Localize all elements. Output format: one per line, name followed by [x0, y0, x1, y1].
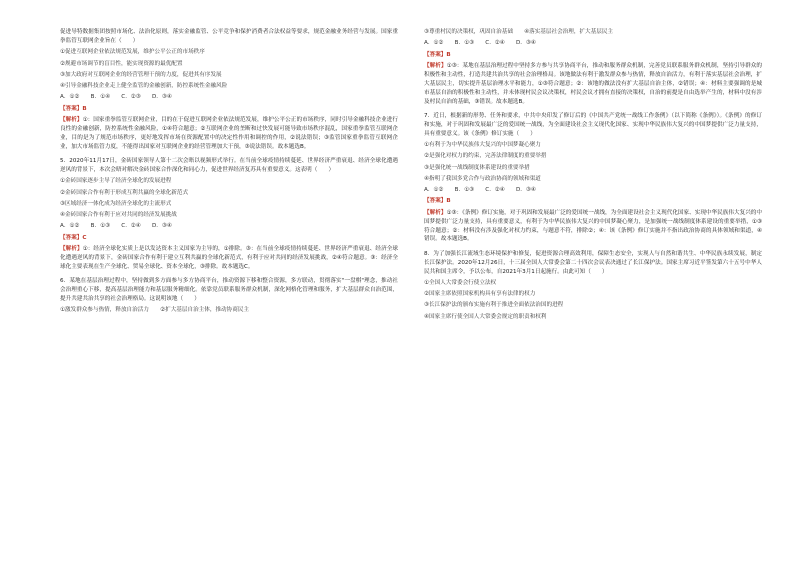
question-6-answer: 【答案】B — [424, 51, 451, 58]
explanation-text: ①③：某地在基层治理过程中坚持多方参与共享协商平台，推动和服务群众机制，完善党员联系服务群众机制，坚持引导群众的积极性和主动性，打造共建共治共享的社会治理格局。该地做法有利于激发群众参与热情，释放自治活力，有利于落实基层社会治理，扩大基层民主，切实提升基层治理水平和能力，①③符合题意；②：该地的做法没有扩大基层自治主体，②错误；④：材料主要强调的是城市基层自治的积极性和主动性，并未体现村民会议决策权，村民会议才拥有直接的决策权，自治的前提是自由选举产生的，材料中没有涉及村民自治的基础，③错误。故本题选B。 — [424, 62, 762, 105]
question-7-option-4: ④指明了我国多党合作与政治协商的领域和渠道 — [424, 175, 541, 182]
question-8-option-3: ③长江保护法的颁布实施有利于推进全面依法治国的进程 — [424, 302, 564, 309]
question-4-option-2: ②规避市场调节的盲目性，能实现资源的最优配置 — [60, 60, 183, 67]
question-4-option-4: ④引导金融科技企业走上健全监管的金融创新，防控系统性金融风险 — [60, 83, 228, 90]
question-4-stem: 促进导特数据集团按照市场化、法治化原则，落实金融监管、公平竞争和保护消费者合法权益等要求，规范金融业务经营与发展。国家重拳监管互联网企业旨在（ ） — [60, 29, 398, 44]
question-4-explanation — [60, 116, 398, 152]
question-4-option-1: ①促进互联网企业依法规范发展，维护公平公正的市场秩序 — [60, 49, 205, 56]
question-5-option-1: ①金砖国家逐步主导了经济全球化的发展进程 — [60, 178, 172, 185]
question-5-option-4: ④金砖国家合作有利于应对共同的经济发展挑战 — [60, 212, 177, 219]
question-8-option-2: ②国家主席依照国家机构具有享有法律的权力 — [424, 291, 536, 298]
explanation-tag: 【解析】 — [60, 116, 83, 123]
question-5-answer: 【答案】C — [60, 234, 87, 241]
question-6-options-line-2: ③尊重村民的决策权，巩固自治基础 ④落实基层社会治理，扩大基层民主 — [424, 29, 614, 35]
question-7-choices: A．①② B．①③ C．②④ D．③④ — [424, 187, 536, 194]
question-7-explanation — [424, 209, 762, 245]
explanation-tag: 【解析】 — [424, 62, 447, 69]
question-5-choices: A．①② B．①③ C．②④ D．③④ — [60, 223, 172, 230]
question-8-stem: 8．为了加强长江流域生态环境保护和修复，促进资源合理高效利用，保障生态安全，实现人与自然和谐共生、中华民族永续发展，制定长江保护法。2020年12月26日，十三届全国人大常委会第二十四次会议表决通过了长江保护法。国家主席习近平签发第六十五号中华人民共和国主席令，予以公布，自2021年3月1日起施行。由此可知（ ） — [424, 250, 762, 275]
question-7-stem: 7．近日，根据新的形势、任务和要求，中共中央印发了修订后的《中国共产党统一战线工作条例》（以下简称《条例》）。《条例》的修订和实施，对于巩固和发展最广泛的爱国统一战线，为全面建设社会主义现代化国家、实现中华民族伟大复兴的中国梦提供广泛力量支持，具有重要意义。该《条例》修订实施（ ） — [424, 112, 762, 137]
question-6-explanation — [424, 62, 762, 107]
right-column — [424, 28, 762, 324]
question-5-option-3: ③区域经济一体化成为经济全球化的主流形式 — [60, 200, 172, 207]
explanation-text: ①：经济全球化实质上是以发达资本主义国家为主导的，①排除。③：在当前全球疫情持续蔓延、世界经济严重衰退、经济全球化遭遇逆风的背景下，金砖国家合作有利于建立互利共赢的全球化新范式，有利于应对共同的经济发展挑战，②④符合题意。③：经济全球化主要表现在生产全球化、贸易全球化、资本全球化，③排除。故本题选C。 — [60, 245, 398, 270]
left-column — [60, 28, 398, 318]
question-8-option-1: ①全国人大常委会行使立法权 — [424, 279, 497, 286]
question-6-choices: A．①② B．①③ C．②④ D．③④ — [424, 40, 536, 47]
question-4-answer: 【答案】B — [60, 105, 87, 112]
question-5-stem: 5．2020年11月17日，金砖国家领导人第十二次会晤以视频形式举行。在当前全球疫情持续蔓延、世界经济严重衰退、经济全球化遭遇逆风的背景下，本次会晤对解决金砖国家合作深化和同心力，促进世界经济复苏具有重要意义。这表明（ ） — [60, 158, 398, 173]
question-5-option-2: ②金砖国家合作有利于形成互利共赢的全球化新范式 — [60, 189, 189, 196]
explanation-tag: 【解析】 — [60, 245, 83, 252]
question-7-option-1: ①有利于为中华民族伟大复兴的中国梦凝心聚力 — [424, 141, 541, 148]
question-4-option-3: ③加大政府对互联网企业的经营管理干预的力度，促进其有序发展 — [60, 71, 222, 78]
question-7-answer: 【答案】B — [424, 198, 451, 205]
explanation-text: ①：国家重拳监管互联网企业，目的在于促进互联网企业依法规范发展，维护公平公正的市场秩序，同时引导金融科技企业进行良性的金融创新，防控系统性金融风险，①④符合题意；②互联网企业的垄断和过快发展可能导致市场秩序混乱，国家重拳监管互联网企业，目的是为了规范市场秩序，更好地发挥市场在资源配置中的决定性作用和调控的作用，②说法错误；③监管国家重拳监管互联网企业，加大市场监管力度，不能得出国家对互联网企业的经营管理加大干预，③说法错误。故本题选B。 — [60, 116, 398, 150]
explanation-tag: 【解析】 — [424, 209, 447, 216]
explanation-text: ①③：《条例》修订实施，对于巩固和发展最广泛的爱国统一战线，为全面建设社会主义现代化国家、实现中华民族伟大复兴的中国梦提供广泛力量支持，具有重要意义，有利于为中华民族伟大复兴的中国梦凝心聚力，是加强统一战线制度体系建设的重要举措，①③符合题意；②：材料没有涉及强化对权力约束，与题意不符，排除②；④：该《条例》修订实施并不指出政治协商的具体领域和渠道，④错误。故本题选B。 — [424, 209, 762, 243]
question-6-stem: 6．某地在基层治理过程中，坚持做到多方面参与多方协商平台，推动资源下移和整合资源，多方联动，贯彻落实"一盘棋"理念，推动社会治理重心下移，提高基层治理能力和基层服务精细化。依靠党员联系服务群众机制，深化网格化管理和服务，扩大基层群众自治范围，提升共建共治共享的社会治理格局。这说明该地（ ） — [60, 278, 398, 302]
question-7-option-3: ③是强化统一战线制度体系建设的重要举措 — [424, 164, 530, 171]
question-8-option-4: ④国家主席行使全国人大常委会规定的职责和权利 — [424, 313, 547, 320]
question-4-choices: A．①② B．①④ C．②③ D．③④ — [60, 94, 172, 101]
question-7-option-2: ②是强化对权力的约束，完善法律制度的重要举措 — [424, 153, 547, 160]
question-6-options-line-1: ①激发群众参与热情，释放自治活力 ②扩大基层自治主体，推动协商民主 — [60, 307, 250, 314]
question-5-explanation — [60, 245, 398, 272]
